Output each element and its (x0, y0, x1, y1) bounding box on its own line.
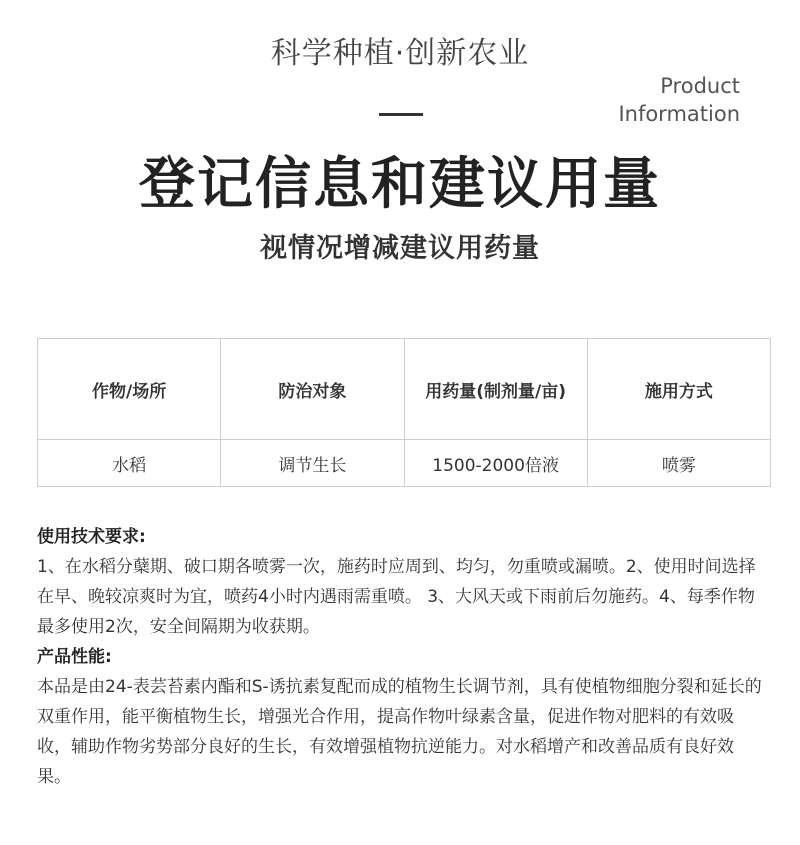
product-notes (37, 522, 767, 792)
cell-dosage: 1500-2000倍液 (404, 440, 587, 487)
col-header-method: 施用方式 (587, 339, 770, 440)
cell-crop: 水稻 (38, 440, 221, 487)
product-information-label (600, 72, 740, 128)
performance-heading: 产品性能: (37, 647, 112, 667)
page-subtitle: 视情况增减建议用药量 (260, 233, 540, 264)
en-label-line2: Information (618, 102, 740, 126)
page-title: 登记信息和建议用量 (139, 152, 661, 217)
slogan: 科学种植·创新农业 (270, 36, 530, 71)
cell-target: 调节生长 (221, 440, 404, 487)
usage-text: 1、在水稻分蘖期、破口期各喷雾一次，施药时应周到、均匀，勿重喷或漏喷。2、使用时间选择在早、晚较凉爽时为宜，喷药4小时内遇雨需重喷。 3、大风天或下雨前后勿施药。4、每季作物最多使用2次，安全间隔期为收获期。 (37, 557, 756, 637)
usage-heading: 使用技术要求: (37, 527, 146, 547)
col-header-target: 防治对象 (221, 339, 404, 440)
table-header-row (38, 339, 771, 440)
cell-method: 喷雾 (587, 440, 770, 487)
registration-table (37, 338, 771, 487)
en-label-line1: Product (660, 74, 740, 98)
title-divider (379, 113, 423, 116)
performance-text: 本品是由24-表芸苔素内酯和S-诱抗素复配而成的植物生长调节剂，具有使植物细胞分裂和延长的双重作用，能平衡植物生长，增强光合作用，提高作物叶绿素含量，促进作物对肥料的有效吸收，辅助作物劣势部分良好的生长，有效增强植物抗逆能力。对水稻增产和改善品质有良好效果。 (37, 677, 762, 787)
col-header-crop: 作物/场所 (38, 339, 221, 440)
table-row (38, 440, 771, 487)
col-header-dosage: 用药量(制剂量/亩) (404, 339, 587, 440)
